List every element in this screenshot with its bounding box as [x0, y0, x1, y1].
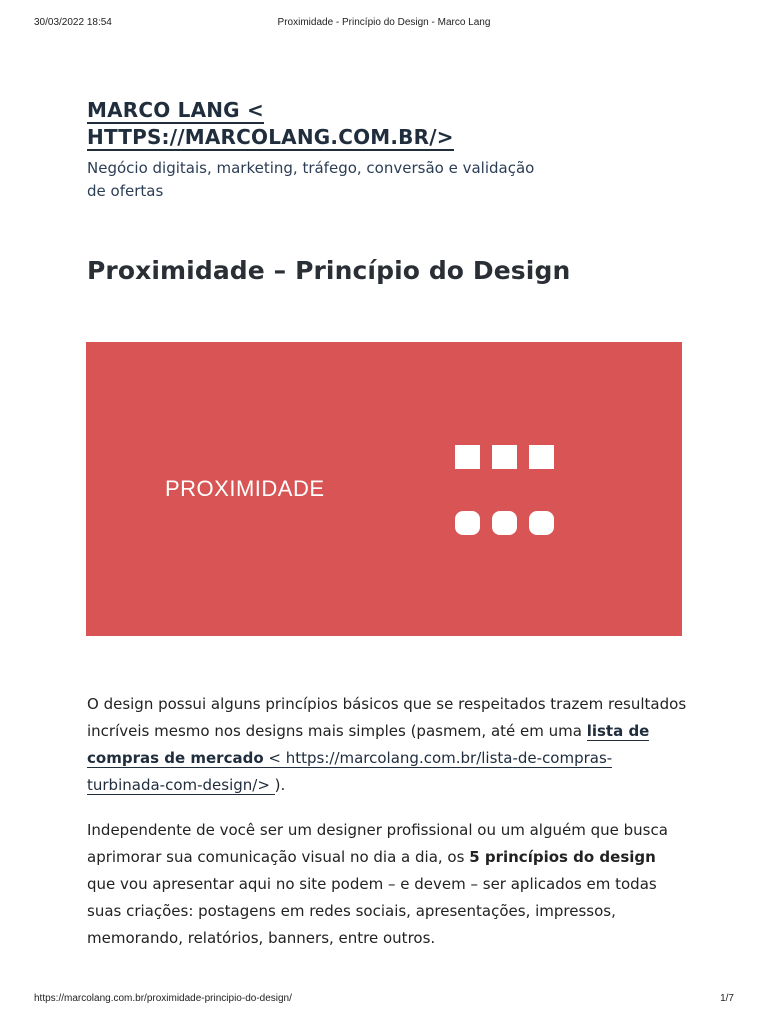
square-shape-icon [492, 445, 517, 469]
print-header [34, 17, 734, 31]
post-title: Proximidade – Princípio do Design [87, 256, 571, 285]
print-page-title: Proximidade - Princípio do Design - Marco Lang [277, 17, 491, 28]
site-name: MARCO LANG < [87, 98, 264, 122]
rounded-shape-icon [492, 511, 517, 535]
site-url: HTTPS://MARCOLANG.COM.BR/> [87, 125, 454, 149]
paragraph-text: Independente de você ser um designer profissional ou um alguém que busca aprimorar sua comunicação visual no dia a dia, os [87, 821, 668, 866]
paragraph-principles [87, 817, 687, 952]
paragraph-text: O design possui alguns princípios básicos que se respeitados trazem resultados incríveis mesmo nos designs mais simples (pasmem, até em uma [87, 695, 687, 740]
square-shape-icon [529, 445, 554, 469]
rounded-shape-icon [455, 511, 480, 535]
paragraph-intro [87, 691, 687, 799]
hero-label: PROXIMIDADE [165, 476, 325, 501]
print-footer [34, 993, 734, 1007]
square-shape-icon [455, 445, 480, 469]
bold-text: 5 princípios do design [469, 848, 656, 866]
print-url: https://marcolang.com.br/proximidade-principio-do-design/ [34, 993, 292, 1004]
link-url: < https://marcolang.com.br/lista-de-compras-turbinada-com-design/> [87, 749, 613, 794]
site-title [87, 97, 507, 151]
hero-image [86, 342, 682, 636]
rounded-shape-icon [529, 511, 554, 535]
paragraph-text: ). [274, 776, 286, 794]
link-text: lista de compras de mercado [87, 722, 650, 767]
paragraph-text: que vou apresentar aqui no site podem – e devem – ser aplicados em todas suas criações: postagens em redes sociais, apresentações, impressos, memorando, relatórios, banners, entre outros. [87, 875, 657, 947]
page-number: 1/7 [720, 993, 734, 1004]
print-datetime: 30/03/2022 18:54 [34, 17, 112, 28]
site-home-link[interactable] [87, 98, 454, 151]
site-tagline: Negócio digitais, marketing, tráfego, conversão e validação de ofertas [87, 159, 535, 200]
